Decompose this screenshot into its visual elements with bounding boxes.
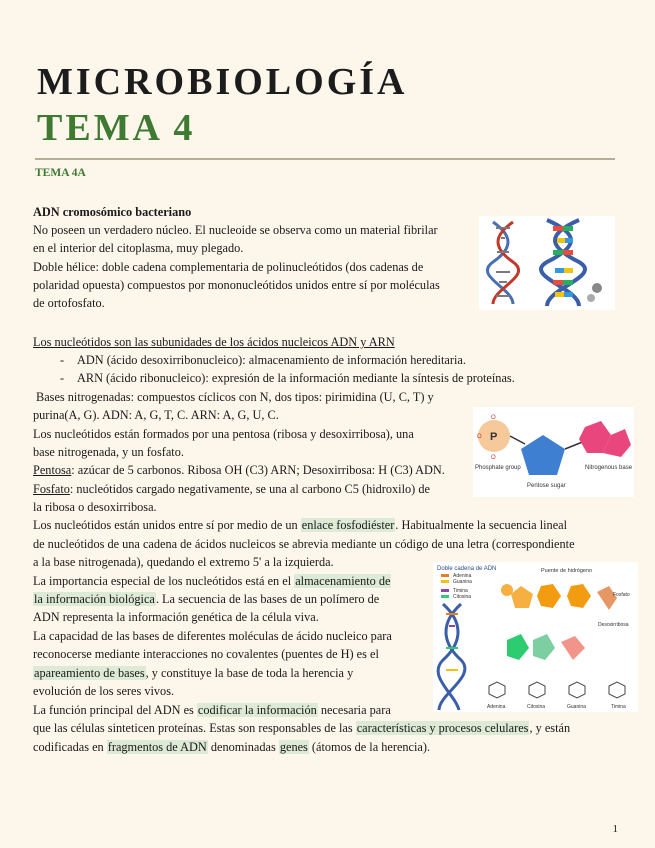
apareamiento-line — [33, 664, 353, 682]
nucleotidos-heading: Los nucleótidos son las subunidades de los ácidos nucleicos ADN y ARN — [33, 335, 395, 349]
base-name: Timina — [611, 704, 626, 710]
text-span: (átomos de la herencia). — [308, 740, 431, 754]
bullet-item: ARN (ácido ribonucleico): expresión de la información mediante la síntesis de proteínas. — [77, 371, 515, 385]
highlight-apareamiento: apareamiento de bases — [34, 666, 145, 680]
text-span: Los nucleótidos están unidos entre sí por medio de un — [33, 518, 301, 532]
text-line: purina(A, G). ADN: A, G, T, C. ARN: A, G, U, C. — [33, 408, 279, 422]
nucleotide-figure — [473, 407, 634, 497]
highlight-codificar: codificar la información — [197, 703, 317, 717]
text-span: necesaria para — [317, 703, 391, 717]
phosphate-p-label: P — [490, 431, 498, 443]
text-span: La importancia especial de los nucleótidos está en el — [33, 574, 295, 588]
base-name: Citosina — [527, 704, 546, 710]
pentosa-line — [33, 461, 445, 479]
base-name: Adenina — [487, 704, 506, 710]
fosfato-label: Fosfato — [613, 592, 630, 598]
desoxirribosa-label: Desoxirribosa — [598, 622, 629, 628]
page-subtitle: TEMA 4 — [37, 107, 196, 149]
genes-line — [33, 738, 430, 756]
bullet-marker: - — [60, 371, 65, 385]
highlight-fragmentos: fragmentos de ADN — [107, 740, 207, 754]
phosphate-label: Phosphate group — [475, 465, 521, 471]
phosphate-o-label: O — [491, 415, 496, 421]
text-line: de ortofosfato. — [33, 296, 105, 310]
text-line: de nucleótidos de una cadena de ácidos nucleicos se abrevia mediante un código de una letra (correspondiente — [33, 537, 575, 551]
text-line: reconocerse mediante interacciones no covalentes (puentes de H) es el — [33, 647, 379, 661]
phosphate-o-label: O — [491, 455, 496, 461]
text-line: ADN representa la información genética de la célula viva. — [33, 610, 319, 624]
text-line: No poseen un verdadero núcleo. El nucleoide se observa como un material fibrilar — [33, 223, 438, 237]
bullet-marker: - — [60, 353, 65, 367]
text-span: . La secuencia de las bases de un polímero de — [155, 592, 380, 606]
section-heading: TEMA 4A — [35, 167, 86, 179]
helix-right — [541, 220, 602, 306]
dna-helix-figure — [479, 216, 615, 310]
legend-label: Timina — [453, 588, 468, 594]
text-line: a la base nitrogenada), quedando el extremo 5' a la izquierda. — [33, 555, 334, 569]
text-line: polaridad opuesta) compuestos por mononucleótidos unidos entre sí por moléculas — [33, 278, 440, 292]
importancia-line — [33, 572, 391, 590]
pentose-sugar-shape — [521, 435, 565, 475]
page-number: 1 — [612, 823, 618, 835]
fosfato-label: Fosfato — [33, 482, 70, 496]
text-span: , y constituye la base de toda la herencia y — [145, 666, 354, 680]
helix-left — [487, 222, 518, 304]
highlight-almacenamiento: almacenamiento de — [295, 574, 391, 588]
title-divider — [35, 158, 615, 160]
fosfato-line — [33, 480, 430, 498]
base-name: Guanina — [567, 704, 586, 710]
dna-chain-figure — [433, 562, 638, 712]
text-line: en el interior del citoplasma, muy plegado. — [33, 241, 244, 255]
legend-label: Adenina — [453, 573, 472, 579]
text-span: La función principal del ADN es — [33, 703, 197, 717]
importancia-line-2 — [33, 590, 379, 608]
text-line: Bases nitrogenadas: compuestos cíclicos con N, dos tipos: pirimidina (U, C, T) y — [36, 390, 434, 404]
fig3-title: Doble cadena de ADN — [437, 566, 497, 572]
fosfato-text: : nucleótidos cargado negativamente, se una al carbono C5 (hidroxilo) de — [69, 482, 430, 496]
legend-label: Guanina — [453, 579, 472, 585]
sugar-label: Pentose sugar — [527, 483, 566, 489]
legend-label: Citosina — [453, 594, 472, 600]
puente-label: Puente de hidrógeno — [541, 568, 593, 574]
text-line: la ribosa o desoxirribosa. — [33, 500, 157, 514]
bullet-item: ADN (ácido desoxirribonucleico): almacenamiento de información hereditaria. — [77, 353, 466, 367]
text-line: La capacidad de las bases de diferentes moléculas de ácido nucleico para — [33, 629, 392, 643]
legend — [441, 573, 472, 600]
base-structures — [489, 682, 625, 698]
enlace-line — [33, 516, 567, 534]
dna-helix-illustration — [479, 216, 615, 310]
pentosa-label: Pentosa — [33, 463, 72, 477]
adn-heading: ADN cromosómico bacteriano — [33, 205, 192, 219]
nucleotide-diagram — [473, 407, 634, 497]
text-span: que las células sinteticen proteínas. Estas son responsables de las — [33, 721, 356, 735]
phosphate-o-label: O — [477, 434, 482, 440]
dna-chain-diagram — [433, 562, 638, 712]
highlight-enlace: enlace fosfodiéster — [301, 518, 395, 532]
text-span: , y están — [529, 721, 571, 735]
pentosa-text: : azúcar de 5 carbonos. Ribosa OH (C3) ARN; Desoxirribosa: H (C3) ADN. — [71, 463, 445, 477]
text-line: base nitrogenada, y un fosfato. — [33, 445, 184, 459]
text-line: Doble hélice: doble cadena complementaria de polinucleótidos (dos cadenas de — [33, 260, 424, 274]
text-span: denominadas — [207, 740, 279, 754]
text-line: evolución de los seres vivos. — [33, 684, 175, 698]
funcion-line — [33, 701, 391, 719]
text-line: Los nucleótidos están formados por una pentosa (ribosa y desoxirribosa), una — [33, 427, 414, 441]
proteinas-line — [33, 719, 570, 737]
text-span: . Habitualmente la secuencia lineal — [395, 518, 568, 532]
highlight-informacion: la información biológica — [34, 592, 155, 606]
highlight-genes: genes — [279, 740, 308, 754]
base-label: Nitrogenous base — [585, 465, 633, 471]
highlight-caracteristicas: características y procesos celulares — [356, 721, 529, 735]
text-span: codificadas en — [33, 740, 107, 754]
page-title: MICROBIOLOGÍA — [37, 61, 408, 103]
